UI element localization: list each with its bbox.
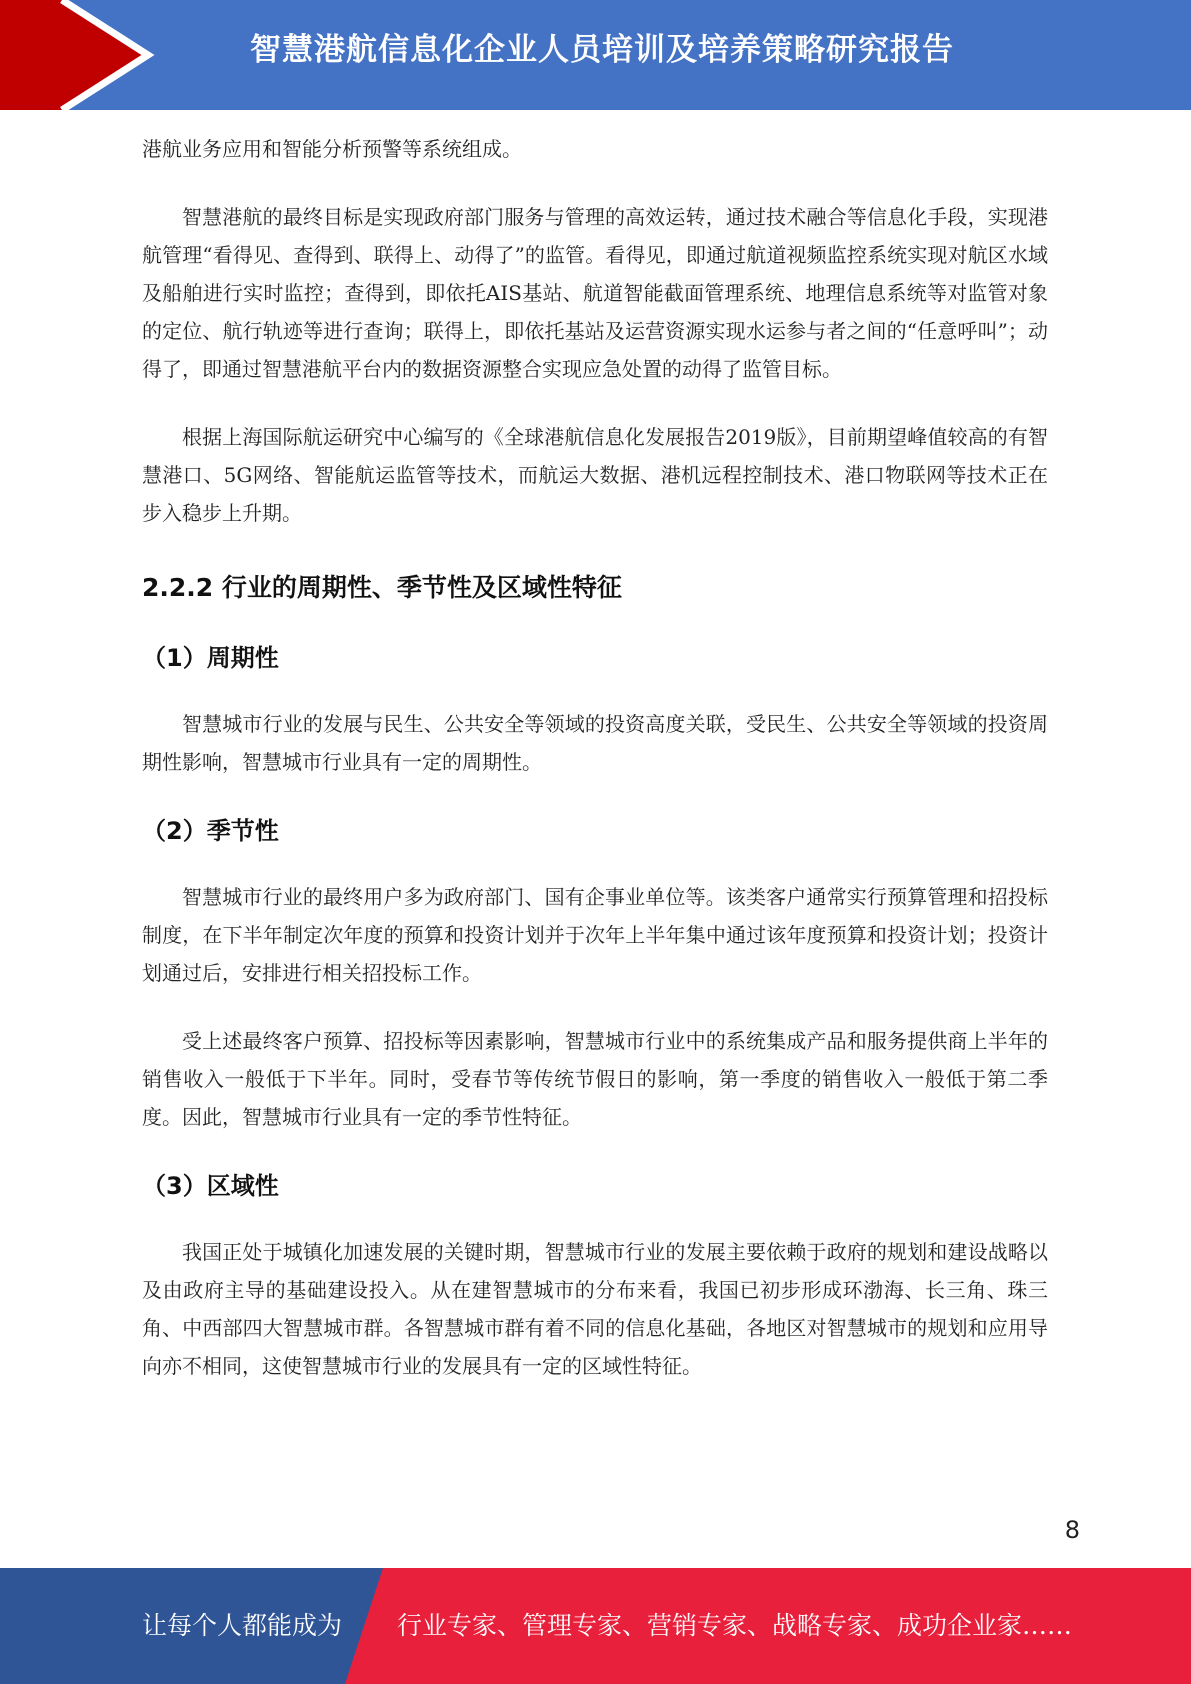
subheading-seasonal: （2）季节性 [142,817,279,845]
paragraph-continuation: 港航业务应用和智能分析预警等系统组成。 [142,137,522,161]
subheading-regional: （3）区域性 [142,1172,279,1200]
header-red-chevron [0,0,148,110]
paragraph-cyclical: 智慧城市行业的发展与民生、公共安全等领域的投资高度关联，受民生、公共安全等领域的投资周期性影响，智慧城市行业具有一定的周期性。 [142,712,1048,774]
subheading-cyclical: （1）周期性 [142,644,279,672]
footer-slogan-right: 行业专家、管理专家、营销专家、战略专家、成功企业家…… [397,1611,1073,1640]
paragraph-regional: 我国正处于城镇化加速发展的关键时期，智慧城市行业的发展主要依赖于政府的规划和建设战略以及由政府主导的基础建设投入。从在建智慧城市的分布来看，我国已初步形成环渤海、长三角、珠三角、中西部四大智慧城市群。各智慧城市群有着不同的信息化基础，各地区对智慧城市的规划和应用导向亦不相同，这使智慧城市行业的发展具有一定的区域性特征。 [142,1240,1048,1378]
paragraph-seasonal-1: 智慧城市行业的最终用户多为政府部门、国有企事业单位等。该类客户通常实行预算管理和招投标制度，在下半年制定次年度的预算和投资计划并于次年上半年集中通过该年度预算和投资计划；投资计划通过后，安排进行相关招投标工作。 [142,885,1048,985]
document-title: 智慧港航信息化企业人员培训及培养策略研究报告 [250,32,954,68]
page-header [0,0,1191,110]
footer-slogan-left: 让每个人都能成为 [142,1611,343,1640]
page-number: 8 [1064,1516,1080,1544]
page-footer [0,1568,1191,1684]
section-heading: 2.2.2 行业的周期性、季节性及区域性特征 [142,573,622,602]
header-chevron-decoration [0,0,160,110]
paragraph-report: 根据上海国际航运研究中心编写的《全球港航信息化发展报告2019版》，目前期望峰值较高的有智慧港口、5G网络、智能航运监管等技术，而航运大数据、港机远程控制技术、港口物联网等技术正在步入稳步上升期。 [142,425,1048,525]
document-body [142,130,1048,1385]
paragraph-seasonal-2: 受上述最终客户预算、招投标等因素影响，智慧城市行业中的系统集成产品和服务提供商上半年的销售收入一般低于下半年。同时，受春节等传统节假日的影响，第一季度的销售收入一般低于第二季度。因此，智慧城市行业具有一定的季节性特征。 [142,1029,1048,1129]
paragraph-goal: 智慧港航的最终目标是实现政府部门服务与管理的高效运转，通过技术融合等信息化手段，实现港航管理“看得见、查得到、联得上、动得了”的监管。看得见，即通过航道视频监控系统实现对航区水域及船舶进行实时监控；查得到，即依托AIS基站、航道智能截面管理系统、地理信息系统等对监管对象的定位、航行轨迹等进行查询；联得上，即依托基站及运营资源实现水运参与者之间的“任意呼叫”；动得了，即通过智慧港航平台内的数据资源整合实现应急处置的动得了监管目标。 [142,205,1048,381]
